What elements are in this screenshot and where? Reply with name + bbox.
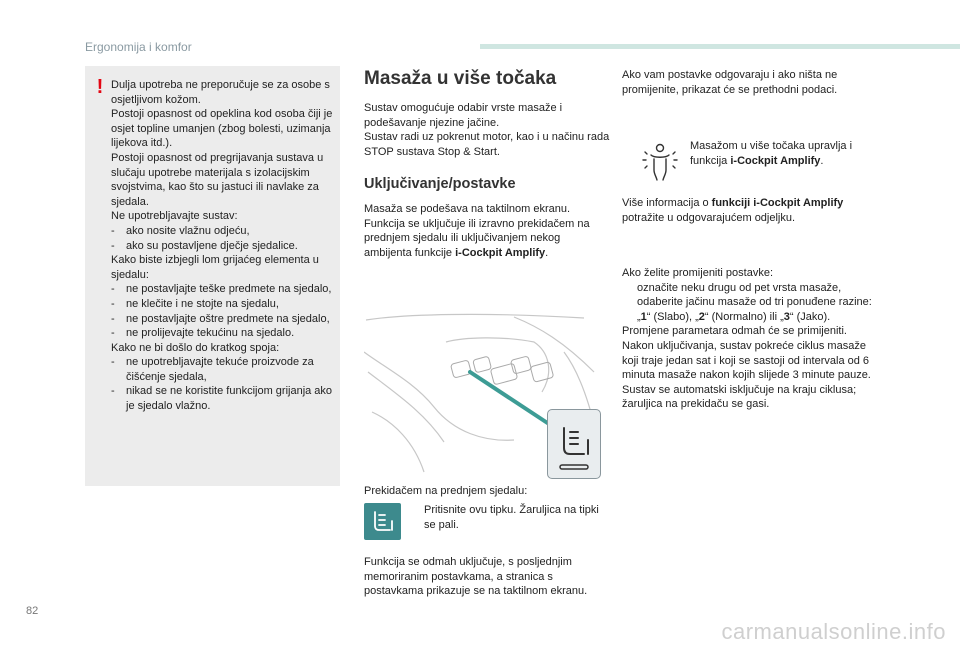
- bullet-intensity-d: “ (Jako).: [789, 310, 831, 323]
- bullet-intensity-c: “ (Normalno) ili „: [704, 310, 784, 323]
- change-applied: Promjene parametara odmah će se primijeniti.: [622, 325, 847, 338]
- seat-massage-icon: [364, 503, 401, 540]
- level-3: 3: [783, 310, 790, 323]
- after-text: Funkcija se odmah uključuje, s posljednjim memoriranim postavkama, a stranica s postavkama prikazuje se na taktilnom ekranu.: [364, 556, 588, 598]
- setup-bold: i-Cockpit Amplify: [455, 246, 546, 259]
- warning-paragraph: Postoji opasnost od pregrijavanja sustava u slučaju upotrebe materijala s izolacijskim svojstvima, kao što su jastuci ili navlake za sjedala.: [111, 151, 324, 208]
- i-cockpit-amplify-icon: [640, 140, 680, 184]
- list-dash: -: [111, 224, 115, 237]
- list-dash: -: [111, 312, 115, 325]
- level-1: 1: [640, 310, 647, 323]
- previous-settings-text: Ako vam postavke odgovaraju i ako ništa ne promijenite, prikazat će se prethodni podaci.: [622, 69, 838, 96]
- intro-paragraph-2: Sustav radi uz pokrenut motor, kao i u načinu rada STOP sustava Stop & Start.: [364, 131, 610, 158]
- icon-note: [690, 139, 880, 168]
- warning-list-text: ne klečite i ne stojte na sjedalu,: [126, 297, 279, 310]
- subsection-title: Uključivanje/postavke: [364, 176, 516, 192]
- cycle-description: Nakon uključivanja, sustav pokreće ciklus masaže koji traje jedan sat i koji se sastoji od intervala od 6 minuta masaže nakon kojih slijede 3 minute pauze.: [622, 339, 871, 382]
- change-intro: Ako želite promijeniti postavke:: [622, 267, 774, 279]
- auto-off: Sustav se automatski isključuje na kraju ciklusa; žaruljica na prekidaču se gasi.: [622, 383, 857, 411]
- setup-text: [364, 202, 604, 260]
- list-dash: -: [111, 283, 115, 296]
- page-title: Masaža u više točaka: [364, 68, 557, 89]
- setup-paragraph: Masaža se podešava na taktilnom ekranu. Funkcija se uključuje ili izravno prekidačem na prednjem sjedalu ili uključivanjem nekog ambijenta funkcije: [364, 203, 590, 259]
- setup-end: .: [545, 246, 549, 259]
- warning-list-text: ako nosite vlažnu odjeću,: [126, 224, 250, 237]
- watermark: carmanualsonline.info: [721, 619, 946, 644]
- warning-list-text: ne postavljajte teške predmete na sjedalo,: [126, 283, 332, 296]
- warning-paragraph: Postoji opasnost od opeklina kod osoba čiji je osjet topline umanjen (zbog bolesti, uzimanja lijekova itd.).: [111, 108, 333, 150]
- warning-icon: !: [96, 76, 104, 98]
- warning-list-text: ne postavljajte oštre predmete na sjedalo,: [126, 312, 330, 325]
- icon-note-text: Masažom u više točaka upravlja i funkcija: [690, 140, 853, 167]
- more-info-pre: Više informacija o: [622, 197, 712, 209]
- warning-text: [111, 78, 337, 414]
- pointer-line: [470, 372, 549, 424]
- warning-list-text: ne upotrebljavajte tekuće proizvode za čišćenje sjedala,: [126, 356, 314, 383]
- change-settings: [622, 266, 884, 412]
- list-dash: -: [111, 239, 115, 252]
- bullet-intensity-b: “ (Slabo), „: [646, 310, 699, 323]
- warning-list-item: [111, 355, 337, 384]
- warning-list-text: ne prolijevajte tekućinu na sjedalo.: [126, 327, 295, 340]
- list-dash: -: [111, 327, 115, 340]
- warning-list-item: [111, 224, 337, 239]
- warning-list-item: [111, 312, 337, 327]
- switch-bullet-text: Pritisnite ovu tipku. Žaruljica na tipki se pali.: [424, 504, 599, 531]
- header-bar: [480, 44, 960, 49]
- intro-text: [364, 101, 614, 159]
- warning-list-text: nikad se ne koristite funkcijom grijanja ako je sjedalo vlažno.: [126, 385, 333, 413]
- warning-paragraph: Kako ne bi došlo do kratkog spoja:: [111, 341, 280, 354]
- page-number: 82: [26, 605, 39, 617]
- warning-list-item: [111, 326, 337, 341]
- section-title: Ergonomija i komfor: [85, 40, 192, 54]
- seat-massage-icon: [548, 410, 600, 478]
- warning-paragraph: Ne upotrebljavajte sustav:: [111, 210, 238, 223]
- list-dash: -: [111, 385, 115, 398]
- bullet-intensity-a: odaberite jačinu masaže od tri ponuđene razine: „: [637, 296, 872, 323]
- warning-paragraph: Kako biste izbjegli lom grijaćeg elementa u sjedalu:: [111, 254, 319, 281]
- warning-list-text: ako su postavljene dječje sjedalice.: [126, 239, 298, 252]
- bullet-massage-type: označite neku drugu od pet vrsta masaže,: [637, 281, 842, 294]
- warning-list-item: [111, 297, 337, 312]
- warning-list-item: [111, 384, 337, 413]
- icon-note-bold: i-Cockpit Amplify: [730, 154, 821, 167]
- switch-caption: Prekidačem na prednjem sjedalu:: [364, 485, 528, 497]
- icon-note-end: .: [820, 154, 824, 167]
- more-info-post: potražite u odgovarajućem odjeljku.: [622, 211, 796, 224]
- list-dash: -: [111, 297, 115, 310]
- level-2: 2: [698, 310, 705, 323]
- list-dash: -: [111, 356, 115, 369]
- warning-list-item: [111, 282, 337, 297]
- more-info-bold: funkciji i-Cockpit Amplify: [711, 197, 844, 209]
- seat-massage-button-closeup: [547, 409, 601, 479]
- more-info: [622, 196, 882, 225]
- intro-paragraph-1: Sustav omogućuje odabir vrste masaže i podešavanje njezine jačine.: [364, 102, 563, 129]
- seat-massage-button: [364, 503, 401, 540]
- warning-list-item: [111, 239, 337, 254]
- switch-instruction: [409, 503, 609, 532]
- warning-paragraph: Dulja upotreba ne preporučuje se za osobe s osjetljivom kožom.: [111, 79, 330, 106]
